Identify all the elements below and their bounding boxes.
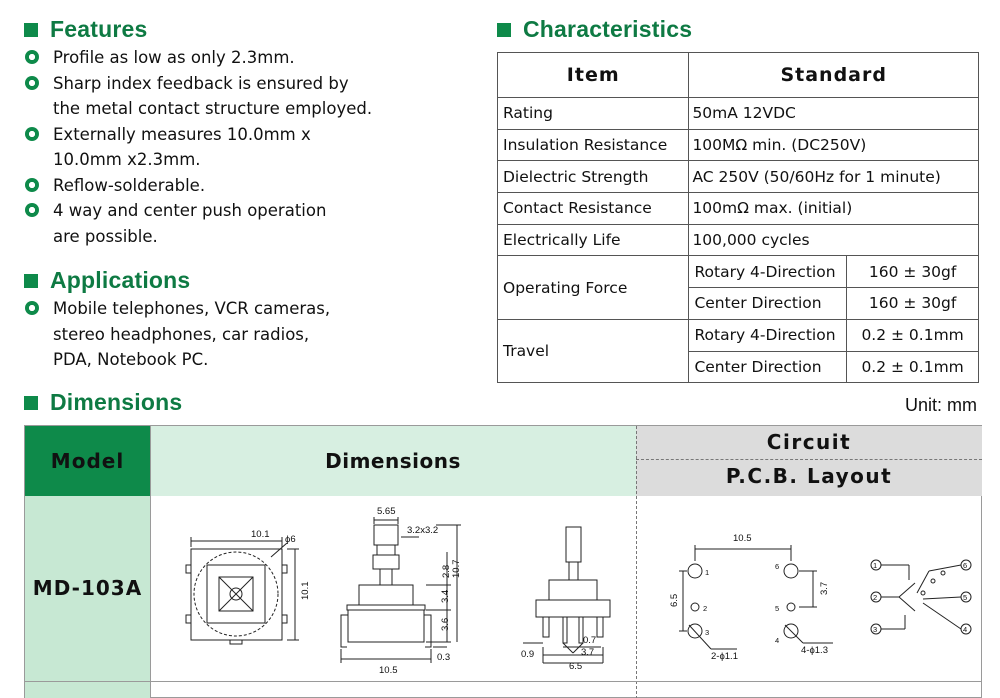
characteristics-title: Characteristics	[523, 16, 693, 42]
list-item: 4 way and center push operation are possible.	[24, 198, 484, 249]
travel-label: Travel	[498, 319, 689, 382]
table-row: Insulation Resistance 100MΩ min. (DC250V)	[498, 129, 979, 161]
pcb-label: 6.5	[669, 593, 680, 607]
header-standard: Standard	[689, 53, 979, 98]
pcb-pin-label: 2	[703, 604, 708, 613]
pcb-label: 3.7	[819, 581, 830, 595]
table-row: Contact Resistance 100mΩ max. (initial)	[498, 193, 979, 225]
dim-label: 2.8	[441, 564, 452, 578]
features-heading	[24, 16, 147, 43]
table-row: Dielectric Strength AC 250V (50/60Hz for 1 minute)	[498, 161, 979, 193]
bullet-icon	[25, 127, 39, 141]
dim-label: 10.1	[251, 529, 270, 540]
dim-label: 5.65	[377, 506, 396, 517]
dimension-drawing	[151, 497, 635, 681]
operating-force-label: Operating Force	[498, 256, 689, 319]
table-row: Travel Rotary 4-Direction 0.2 ± 0.1mm	[498, 319, 979, 351]
circuit-diagram	[871, 560, 971, 634]
circuit-pin-label: 2	[873, 593, 878, 602]
list-item: Profile as low as only 2.3mm.	[24, 45, 484, 71]
circuit-pin-label: 6	[963, 561, 968, 570]
applications-heading	[24, 267, 190, 294]
pcb-layout-drawing	[679, 545, 833, 649]
dimensions-table	[24, 425, 982, 698]
bullet-icon	[25, 50, 39, 64]
pcb-pin-label: 6	[775, 562, 780, 571]
section-square-icon	[24, 396, 38, 410]
dashed-divider	[636, 459, 982, 460]
header-circuit-pcb	[636, 426, 982, 496]
unit-label: Unit: mm	[905, 395, 977, 415]
top-view-drawing	[186, 537, 299, 644]
pcb-pin-label: 3	[705, 628, 710, 637]
circuit-pin-label: 3	[873, 625, 878, 634]
characteristics-heading	[497, 16, 692, 43]
dim-label: 6.5	[569, 661, 583, 672]
bullet-icon	[25, 203, 39, 217]
header-dimensions: Dimensions	[150, 426, 636, 496]
list-item: Sharp index feedback is ensured by the metal contact structure employed.	[24, 71, 484, 122]
table-row: Electrically Life 100,000 cycles	[498, 224, 979, 256]
pcb-pin-label: 4	[775, 636, 780, 645]
features-list	[24, 45, 484, 249]
front-view-drawing	[523, 527, 610, 663]
table-row: Center Direction 160 ± 30gf	[498, 288, 979, 320]
pcb-circuit-drawing	[637, 497, 982, 681]
dim-label: 10.1	[300, 581, 311, 600]
header-circuit: Circuit	[766, 430, 852, 454]
row-divider	[25, 681, 982, 682]
list-item: Mobile telephones, VCR cameras, stereo headphones, car radios, PDA, Notebook PC.	[24, 296, 484, 373]
dim-label: 3.7	[581, 647, 595, 658]
dim-label: 0.3	[437, 652, 451, 663]
list-item: Externally measures 10.0mm x 10.0mm x2.3mm.	[24, 122, 484, 173]
dim-label: 3.6	[440, 617, 451, 631]
dim-label: 3.4	[440, 589, 451, 603]
features-title: Features	[50, 16, 148, 42]
list-item: Reflow-solderable.	[24, 173, 484, 199]
table-row: Center Direction 0.2 ± 0.1mm	[498, 351, 979, 383]
pcb-pin-label: 5	[775, 604, 780, 613]
dim-label: 10.5	[379, 665, 398, 676]
circuit-pin-label: 1	[873, 561, 878, 570]
dim-label: ϕ6	[285, 534, 296, 545]
section-square-icon	[24, 23, 38, 37]
header-item: Item	[498, 53, 689, 98]
applications-list	[24, 296, 484, 373]
table-row: Operating Force Rotary 4-Direction 160 ± 30gf	[498, 256, 979, 288]
dimensions-title: Dimensions	[50, 389, 183, 415]
section-square-icon	[497, 23, 511, 37]
dim-label: 0.9	[521, 649, 535, 660]
circuit-pin-label: 4	[963, 625, 968, 634]
pcb-label: 4-ϕ1.3	[801, 645, 828, 656]
dimensions-heading	[24, 389, 182, 416]
model-name: MD-103A	[25, 496, 150, 698]
header-model: Model	[25, 426, 150, 496]
dim-label: 0.7	[583, 635, 597, 646]
section-square-icon	[24, 274, 38, 288]
table-header-row	[498, 53, 979, 98]
bullet-icon	[25, 178, 39, 192]
dim-label: 10.7	[451, 559, 462, 578]
header-pcb-layout: P.C.B. Layout	[725, 464, 893, 488]
pcb-label: 2-ϕ1.1	[711, 651, 738, 662]
characteristics-table	[497, 52, 979, 383]
pcb-label: 10.5	[733, 533, 752, 544]
bullet-icon	[25, 301, 39, 315]
applications-title: Applications	[50, 267, 191, 293]
table-row: Rating 50mA 12VDC	[498, 98, 979, 130]
circuit-pin-label: 5	[963, 593, 968, 602]
bullet-icon	[25, 76, 39, 90]
pcb-pin-label: 1	[705, 568, 710, 577]
dim-label: 3.2x3.2	[407, 525, 439, 536]
